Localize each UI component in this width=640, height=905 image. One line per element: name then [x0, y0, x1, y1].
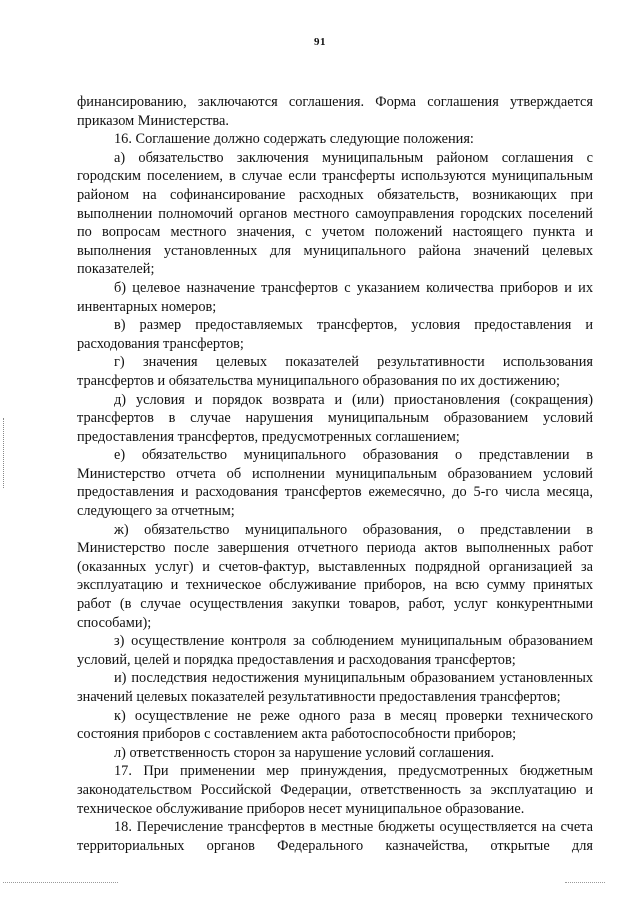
paragraph-item-a: а) обязательство заключения муниципальным районом соглашения с городским поселением, в случае если трансферты используются муниципальным районом на софинансирование расходных обязательств, возникающих при выполнении полномочий органов местного самоуправления городских поселений по вопросам местного значения, с учетом положений настоящего пункта и выполнения установленных для муниципального района значений целевых показателей;	[77, 149, 593, 278]
paragraph-item-g: г) значения целевых показателей результативности использования трансфертов и обязательства муниципального образования по их достижению;	[77, 354, 593, 389]
footer-rule-right	[565, 882, 605, 883]
paragraph-clause-17: 17. При применении мер принуждения, предусмотренных бюджетным законодательством Российской Федерации, ответственность за эксплуатацию и техническое обслуживание приборов несет муниципальное образование.	[77, 763, 593, 817]
paragraph-item-i: и) последствия недостижения муниципальным образованием установленных значений целевых показателей результативности предоставления трансфертов;	[77, 670, 593, 705]
paragraph-continuation: финансированию, заключаются соглашения. Форма соглашения утверждается приказом Министерства.	[77, 94, 593, 129]
paragraph-clause-18: 18. Перечисление трансфертов в местные бюджеты осуществляется на счета территориальных органов Федерального казначейства, открытые для	[77, 819, 593, 854]
paragraph-item-e: е) обязательство муниципального образования о представлении в Министерство отчета об исполнении муниципальным образованием условий предоставления и расходования трансфертов ежемесячно, до 5-го числа месяца, следующего за отчетным;	[77, 447, 593, 520]
paragraph-item-v: в) размер предоставляемых трансфертов, условия предоставления и расходования трансфертов;	[77, 317, 593, 352]
page-number: 91	[314, 36, 326, 48]
paragraph-item-l: л) ответственность сторон за нарушение условий соглашения.	[114, 744, 495, 761]
paragraph-item-d: д) условия и порядок возврата и (или) приостановления (сокращения) трансфертов в случае нарушения муниципальным образованием условий предоставления трансфертов, предусмотренных соглашением;	[77, 391, 593, 445]
paragraph-item-zh: ж) обязательство муниципального образования, о представлении в Министерство после завершения отчетного периода актов выполненных работ (оказанных услуг) и счетов-фактур, выставленных подрядной организацией за эксплуатацию и техническое обслуживание приборов, на всю сумму принятых работ (в случае осуществления закупки товаров, работ, услуг конкурентными способами);	[77, 521, 593, 631]
paragraph-clause-16: 16. Соглашение должно содержать следующие положения:	[114, 131, 474, 148]
scan-margin-marks	[3, 418, 7, 488]
document-body	[77, 93, 593, 855]
paragraph-item-k: к) осуществление не реже одного раза в месяц проверки технического состояния приборов с составлением акта работоспособности приборов;	[77, 707, 593, 743]
paragraph-item-z: з) осуществление контроля за соблюдением муниципальным образованием условий, целей и порядка предоставления и расходования трансфертов;	[77, 633, 593, 668]
paragraph-item-b: б) целевое назначение трансфертов с указанием количества приборов и их инвентарных номеров;	[77, 279, 593, 315]
footer-rule-left	[3, 882, 118, 883]
